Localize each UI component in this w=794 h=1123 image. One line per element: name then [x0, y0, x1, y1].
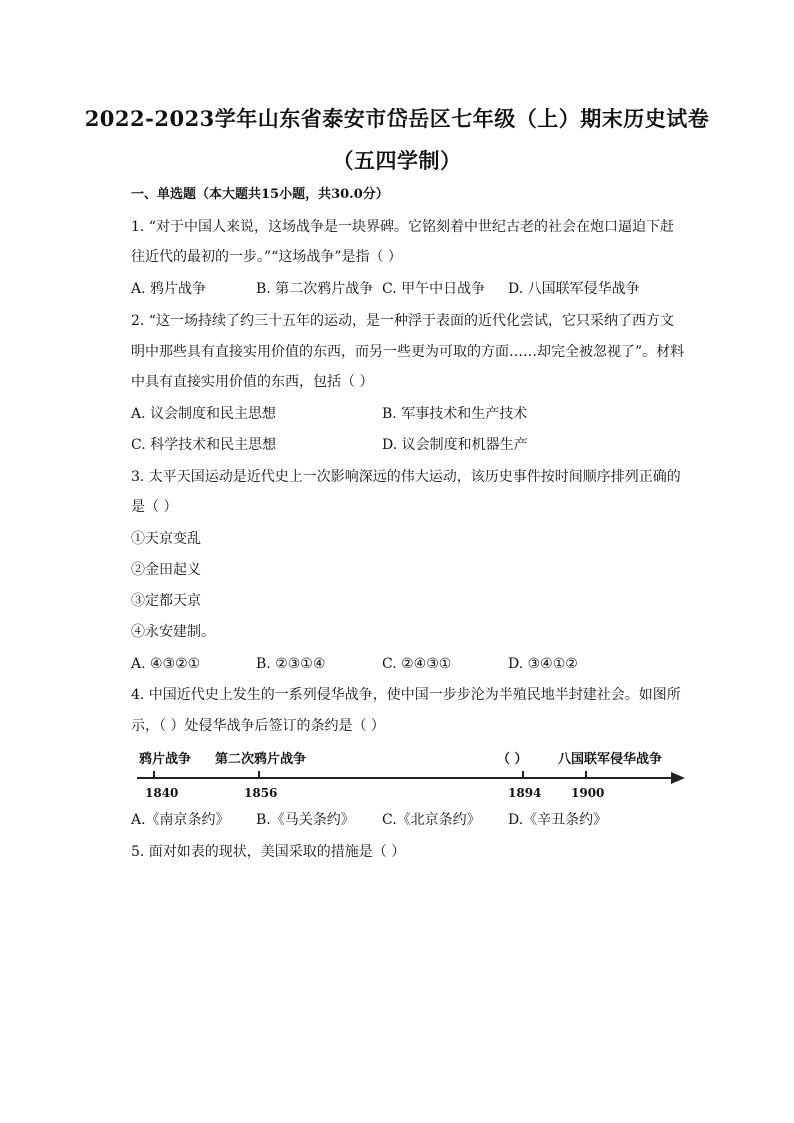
q3-item-1: ①天京变乱: [131, 531, 201, 547]
timeline-tick-1840: [153, 771, 155, 779]
timeline-label-opium-war: 鸦片战争: [139, 752, 192, 767]
q3-stem-line1: 3. 太平天国运动是近代史上一次影响深远的伟大运动，该历史事件按时间顺序排列正确的: [131, 469, 681, 485]
q1-option-d: D. 八国联军侵华战争: [508, 281, 640, 297]
q4-option-d: D.《辛丑条约》: [508, 812, 608, 828]
q2-option-b: B. 军事技术和生产技术: [382, 406, 528, 422]
timeline-label-second-opium-war: 第二次鸦片战争: [215, 752, 307, 767]
q2-option-d: D. 议会制度和机器生产: [382, 437, 528, 453]
timeline-label-eight-nation-war: 八国联军侵华战争: [558, 752, 663, 767]
q4-option-c: C.《北京条约》: [382, 812, 481, 828]
q3-stem-line2: 是（ ）: [131, 499, 178, 515]
timeline-year-1856: 1856: [244, 786, 278, 800]
q3-option-a: A. ④③②①: [131, 656, 201, 672]
timeline-label-blank: （ ）: [497, 752, 528, 767]
q1-option-c: C. 甲午中日战争: [382, 281, 486, 297]
q2-stem-line2: 明中那些具有直接实用价值的东西，而另一些更为可取的方面……却完全被忽视了”。材料: [131, 344, 685, 360]
q3-option-c: C. ②④③①: [382, 656, 452, 672]
q3-item-3: ③定都天京: [131, 593, 201, 609]
timeline-tick-1856: [258, 771, 260, 779]
q2-stem-line1: 2. “这一场持续了约三十五年的运动，是一种浮于表面的近代化尝试，它只采纳了西方文: [131, 313, 674, 329]
q2-option-a: A. 议会制度和民主思想: [131, 406, 277, 422]
timeline-arrow-icon: [671, 772, 685, 784]
q4-stem-line1: 4. 中国近代史上发生的一系列侵华战争，使中国一步步沦为半殖民地半封建社会。如图所: [131, 687, 681, 703]
timeline-year-1894: 1894: [508, 786, 542, 800]
exam-title: 2022-2023学年山东省泰安市岱岳区七年级（上）期末历史试卷: [84, 106, 710, 131]
q5-stem-line1: 5. 面对如表的现状，美国采取的措施是（ ）: [131, 844, 406, 860]
q2-option-c: C. 科学技术和民主思想: [131, 437, 277, 453]
q3-option-b: B. ②③①④: [256, 656, 326, 672]
q2-stem-line3: 中具有直接实用价值的东西，包括（ ）: [131, 374, 374, 390]
timeline-year-1900: 1900: [571, 786, 605, 800]
q3-item-2: ②金田起义: [131, 562, 201, 578]
q3-option-d: D. ③④①②: [508, 656, 578, 672]
q4-stem-line2: 示，（ ）处侵华战争后签订的条约是（ ）: [131, 718, 385, 734]
exam-subtitle: （五四学制）: [332, 148, 462, 173]
q1-option-a: A. 鸦片战争: [131, 281, 207, 297]
q1-stem-line1: 1. “对于中国人来说，这场战争是一块界碑。它铭刻着中世纪古老的社会在炮口逼迫下赶: [131, 219, 674, 235]
q4-option-a: A.《南京条约》: [131, 812, 230, 828]
q1-stem-line2: 往近代的最初的一步。”“这场战争”是指（ ）: [131, 249, 402, 265]
timeline-year-1840: 1840: [145, 786, 179, 800]
section-heading: 一、单选题（本大题共15小题，共30.0分）: [131, 187, 389, 202]
q4-option-b: B.《马关条约》: [256, 812, 355, 828]
q1-option-b: B. 第二次鸦片战争: [256, 281, 374, 297]
timeline-tick-1900: [585, 771, 587, 779]
timeline-axis: [137, 777, 677, 779]
timeline-figure: [131, 744, 691, 804]
q3-item-4: ④永安建制。: [131, 624, 215, 640]
timeline-tick-1894: [522, 771, 524, 779]
